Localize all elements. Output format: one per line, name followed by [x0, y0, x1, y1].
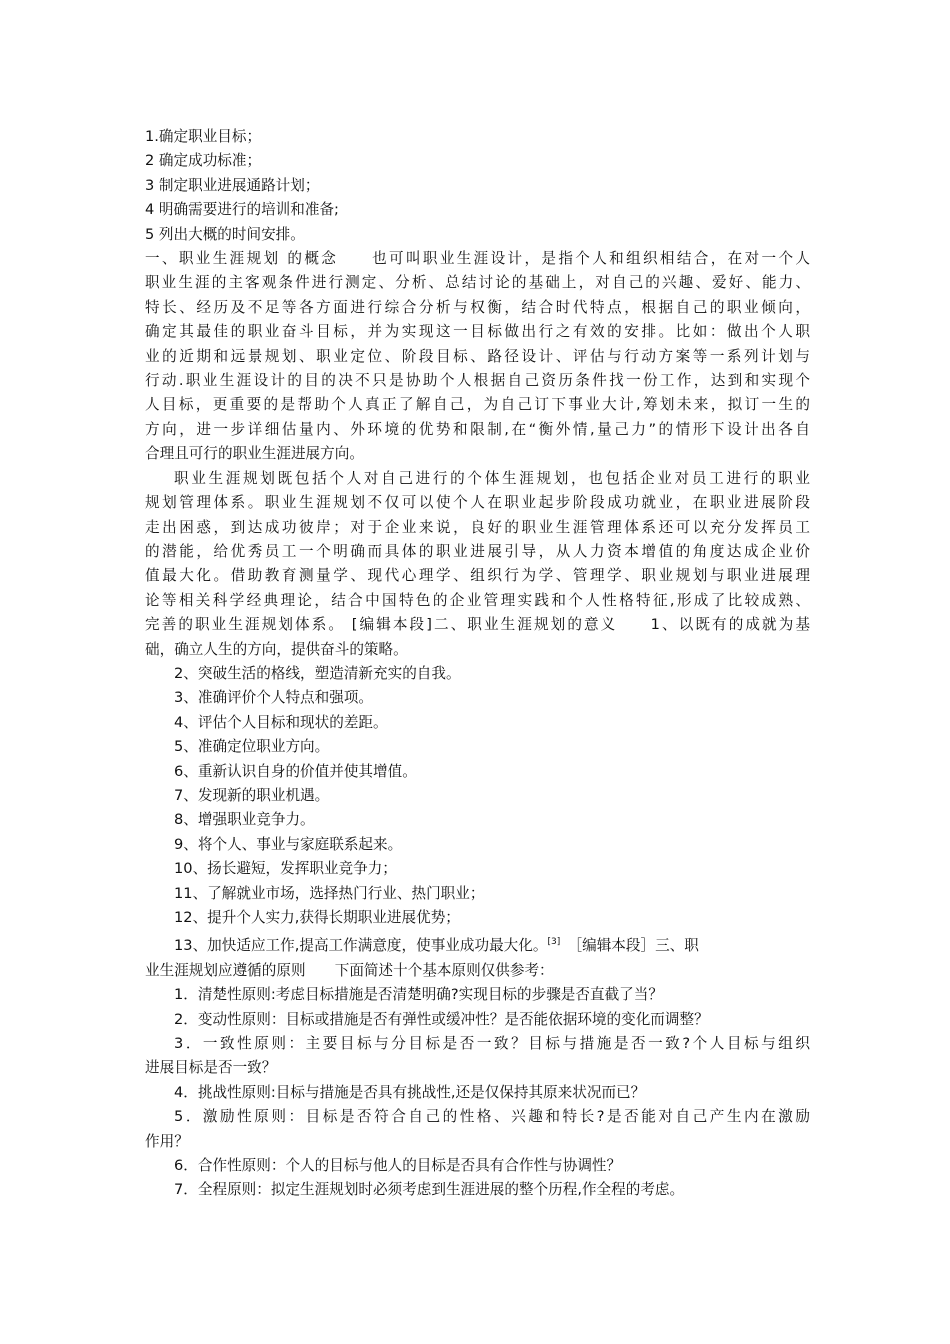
text-line: 论等相关科学经典理论，结合中国特色的企业管理实践和个人性格特征,形成了比较成熟、 — [145, 591, 810, 609]
principle-continuation: 进展目标是否一致？ — [145, 1059, 277, 1077]
principle-item: 5．激励性原则：目标是否符合自己的性格、兴趣和特长?是否能对自己产生内在激励 — [174, 1108, 810, 1126]
list-item: 5、准确定位职业方向。 — [174, 738, 330, 756]
steps-list — [145, 125, 810, 247]
principle-item: 2．变动性原则：目标或措施是否有弹性或缓冲性？是否能依据环境的变化而调整？ — [174, 1010, 709, 1028]
text-line: 完善的职业生涯规划体系。 [编辑本段]二、职业生涯规划的意义 1、以既有的成就为基 — [145, 616, 810, 634]
text-line: 业的近期和远景规划、职业定位、阶段目标、路径设计、评估与行动方案等一系列计划与 — [145, 347, 810, 365]
principles-list — [145, 983, 810, 1203]
list-item: 3 制定职业进展通路计划； — [145, 176, 320, 194]
text-line: 职业生涯的主客观条件进行测定、分析、总结讨论的基础上，对自己的兴趣、爱好、能力、 — [145, 274, 810, 292]
principle-item: 1．清楚性原则:考虑目标措施是否清楚明确?实现目标的步骤是否直截了当？ — [174, 986, 663, 1004]
list-item: 3、准确评价个人特点和强项。 — [174, 689, 374, 707]
principle-item: 4．挑战性原则:目标与措施是否具有挑战性,还是仅保持其原来状况而已？ — [174, 1083, 646, 1101]
list-item: 2 确定成功标准； — [145, 152, 262, 170]
list-item: 8、增强职业竞争力。 — [174, 811, 315, 829]
list-item — [145, 930, 810, 958]
principle-item: 7．全程原则：拟定生涯规划时必须考虑到生涯进展的整个历程,作全程的考虑。 — [174, 1181, 685, 1199]
item13-text: 13、加快适应工作,提高工作满意度，使事业成功最大化。 — [174, 937, 548, 955]
text-line: 职业生涯规划既包括个人对自己进行的个体生涯规划，也包括企业对员工进行的职业 — [174, 469, 810, 487]
principle-item: 6．合作性原则：个人的目标与他人的目标是否具有合作性与协调性？ — [174, 1157, 622, 1175]
principle-continuation: 作用？ — [145, 1132, 189, 1150]
significance-list — [145, 662, 810, 983]
reference-mark[interactable]: [3] — [547, 937, 561, 948]
list-item: 6、重新认识自身的价值并使其增值。 — [174, 762, 417, 780]
text-line: 走出困惑，到达成功彼岸；对于企业来说，良好的职业生涯管理体系还可以充分发挥员工 — [145, 518, 810, 536]
list-item: 11、了解就业市场，选择热门行业、热门职业； — [174, 884, 485, 902]
text-line: 行动.职业生涯设计的目的决不只是协助个人根据自己资历条件找一份工作，达到和实现个 — [145, 372, 810, 390]
document-body — [145, 125, 810, 1203]
text-line: 人目标，更重要的是帮助个人真正了解自己，为自己订下事业大计,筹划未来，拟订一生的 — [145, 396, 810, 414]
text-line: 的潜能，给优秀员工一个明确而具体的职业进展引导，从人力资本增值的角度达成企业价 — [145, 542, 810, 560]
text-line: 值最大化。借助教育测量学、现代心理学、组织行为学、管理学、职业规划与职业进展理 — [145, 567, 810, 585]
text-line: 方向，进一步详细估量内、外环境的优势和限制,在“衡外情,量己力”的情形下设计出各自 — [145, 420, 810, 438]
list-item: 9、将个人、事业与家庭联系起来。 — [174, 835, 403, 853]
list-item: 12、提升个人实力,获得长期职业进展优势； — [174, 909, 460, 926]
concept-paragraph — [145, 247, 810, 467]
system-paragraph — [145, 467, 810, 662]
list-item: 5 列出大概的时间安排。 — [145, 225, 305, 243]
text-line: 一、职业生涯规划 的概念 也可叫职业生涯设计，是指个人和组织相结合，在对一个人 — [145, 250, 810, 268]
text-line: 业生涯规划应遵循的原则 下面简述十个基本原则仅供参考： — [145, 961, 554, 979]
text-line: 特长、经历及不足等各方面进行综合分析与权衡，结合时代特点，根据自己的职业倾向， — [145, 298, 810, 316]
list-item: 1.确定职业目标； — [145, 128, 262, 145]
text-line: 础，确立人生的方向，提供奋斗的策略。 — [145, 640, 408, 658]
text-line: 合理且可行的职业生涯进展方向。 — [145, 445, 364, 463]
list-item: 4 明确需要进行的培训和准备; — [145, 201, 339, 219]
item13-tail: ［编辑本段］三、职 — [560, 937, 699, 955]
list-item: 10、扬长避短，发挥职业竞争力； — [174, 860, 397, 878]
text-line: 规划管理体系。职业生涯规划不仅可以使个人在职业起步阶段成功就业，在职业进展阶段 — [145, 494, 810, 512]
text-line: 确定其最佳的职业奋斗目标，并为实现这一目标做出行之有效的安排。比如：做出个人职 — [145, 323, 810, 341]
principle-item: 3．一致性原则：主要目标与分目标是否一致？目标与措施是否一致?个人目标与组织 — [174, 1035, 810, 1053]
list-item: 7、发现新的职业机遇。 — [174, 786, 330, 804]
list-item: 4、评估个人目标和现状的差距。 — [174, 713, 388, 731]
list-item: 2、突破生活的格线，塑造清新充实的自我。 — [174, 664, 461, 682]
